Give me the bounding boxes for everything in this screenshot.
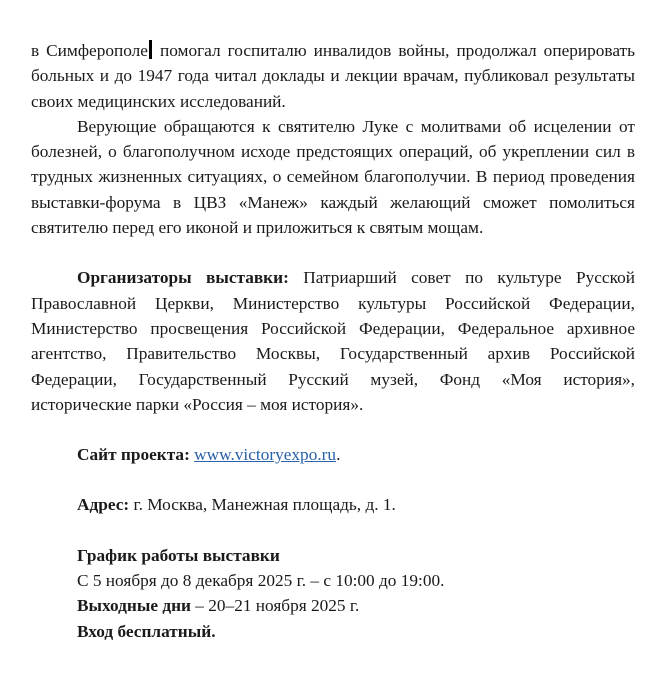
website-suffix: .: [336, 445, 341, 465]
paragraph-simferopol: [31, 38, 635, 114]
address-label: Адрес:: [77, 495, 130, 515]
paragraph-address: [31, 492, 635, 517]
organizers-label: Организаторы выставки:: [77, 268, 289, 288]
paragraph-website: [31, 442, 635, 467]
paragraph-text-after-cursor: помогал госпиталю инвалидов войны, продолжал оперировать больных и до 1947 года читал доклады и лекции врачам, публиковал результаты своих медицинских исследований.: [31, 41, 635, 111]
organizers-text: Патриарший совет по культуре Русской Православной Церкви, Министерство культуры Российской Федерации, Министерство просвещения Российской Федерации, Федеральное архивное агентство, Правительство Москвы, Государственный архив Российской Федерации, Государственный Русский музей, Фонд «Моя история», исторические парки «Россия – моя история».: [31, 268, 635, 414]
schedule-block: [31, 543, 635, 644]
days-off-text: – 20–21 ноября 2025 г.: [190, 596, 360, 616]
website-label: Сайт проекта:: [77, 445, 190, 465]
schedule-title-text: График работы выставки: [77, 545, 280, 565]
schedule-entry: [31, 619, 635, 644]
document-page: [31, 38, 635, 644]
schedule-hours: С 5 ноября до 8 декабря 2025 г. – с 10:00 до 19:00.: [77, 571, 445, 591]
text-cursor: [149, 40, 152, 59]
schedule-days-off: [31, 593, 635, 618]
schedule-entry-text: Вход бесплатный.: [77, 621, 216, 641]
paragraph-text-before-cursor: в Симферополе: [31, 41, 148, 60]
website-link[interactable]: www.victoryexpo.ru: [194, 445, 337, 465]
paragraph-organizers: [31, 265, 635, 417]
paragraph-believers: Верующие обращаются к святителю Луке с молитвами об исцелении от болезней, о благополучном исходе предстоящих операций, об укреплении сил в трудных жизненных ситуациях, о семейном благополучии. В период проведения выставки-форума в ЦВЗ «Манеж» каждый желающий сможет помолиться святителю перед его иконой и приложиться к святым мощам.: [31, 116, 635, 238]
address-text: г. Москва, Манежная площадь, д. 1.: [129, 495, 396, 515]
schedule-title: [31, 543, 635, 568]
days-off-label: Выходные дни: [77, 596, 191, 616]
